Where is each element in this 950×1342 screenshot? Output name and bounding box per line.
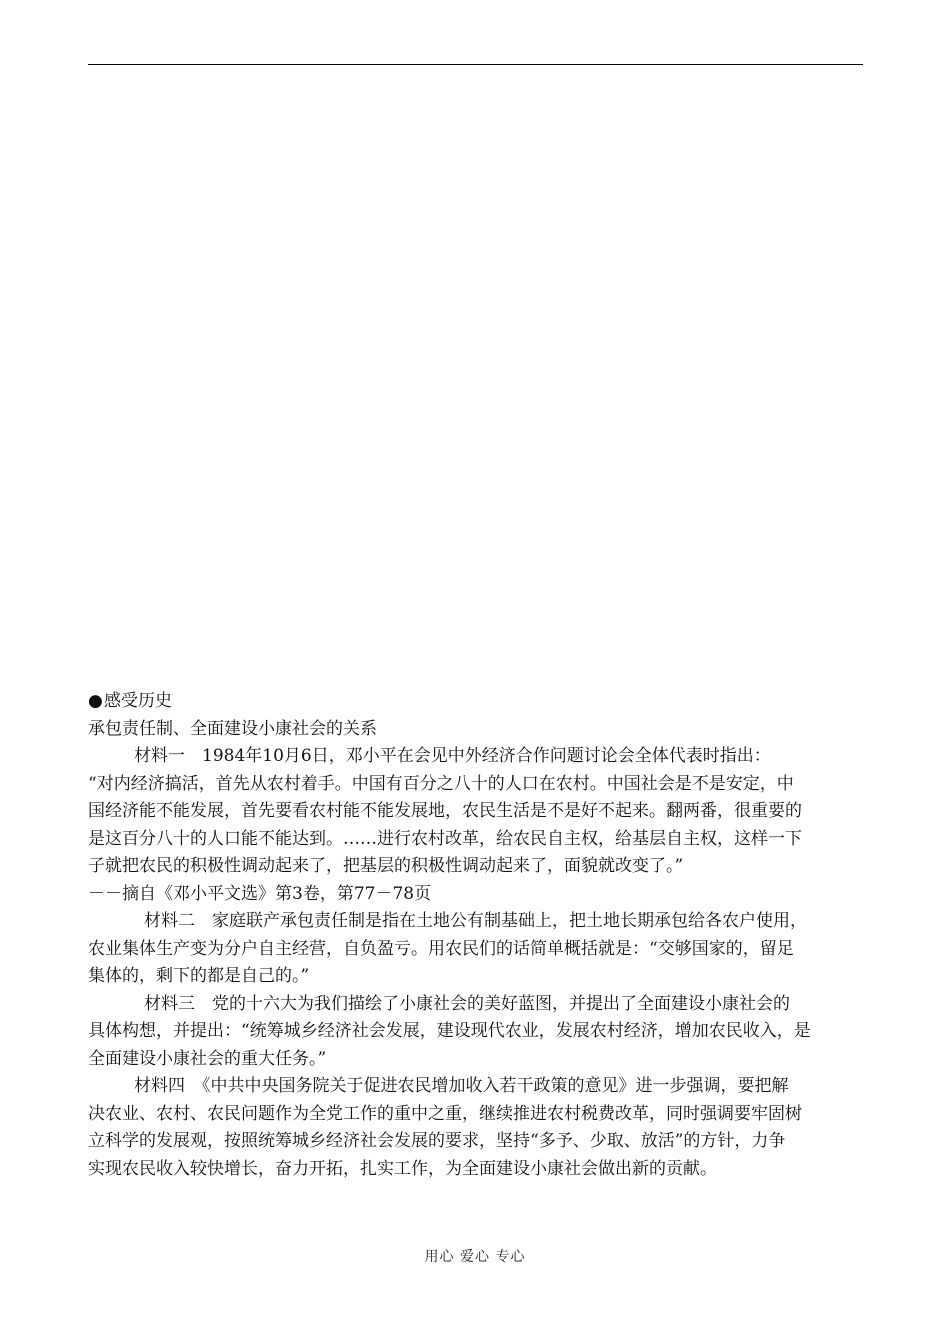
material-two-line: 材料二 家庭联产承包责任制是指在土地公有制基础上，把土地长期承包给各农户使用， <box>144 911 807 931</box>
material-one-source: －－摘自《邓小平文选》第3卷，第77－78页 <box>88 883 432 904</box>
material-one <box>88 743 868 908</box>
material-three-line: 具体构想，并提出：“统筹城乡经济社会发展，建设现代农业，发展农村经济，增加农民收入，是 <box>88 1021 811 1041</box>
material-one-line: 材料一 1984年10月6日，邓小平在会见中外经济合作问题讨论会全体代表时指出： <box>134 746 771 766</box>
document-body <box>88 688 868 1183</box>
material-two <box>88 908 868 991</box>
material-three-line: 材料三 党的十六大为我们描绘了小康社会的美好蓝图，并提出了全面建设小康社会的 <box>144 993 790 1014</box>
page-footer: 用心 爱心 专心 <box>424 1249 526 1265</box>
material-one-line: “对内经济搞活，首先从农村着手。中国有百分之八十的人口在农村。中国社会是不是安定，中 <box>88 773 794 794</box>
material-two-line: 集体的，剩下的都是自己的。” <box>88 966 310 986</box>
header-rule <box>88 64 863 65</box>
material-one-line: 子就把农民的积极性调动起来了，把基层的积极性调动起来了，面貌就改变了。” <box>88 856 684 876</box>
material-one-line: 是这百分八十的人口能不能达到。……进行农村改革，给农民自主权，给基层自主权，这样一下 <box>88 828 802 849</box>
section-heading-text: 感受历史 <box>104 691 172 711</box>
material-four-line: 实现农民收入较快增长，奋力开拓，扎实工作，为全面建设小康社会做出新的贡献。 <box>88 1158 717 1179</box>
bullet-icon: ● <box>88 691 103 711</box>
section-subtitle: 承包责任制、全面建设小康社会的关系 <box>88 718 377 739</box>
material-two-line: 农业集体生产变为分户自主经营，自负盈亏。用农民们的话简单概括就是：“交够国家的，留足 <box>88 938 794 959</box>
material-four-line: 决农业、农村、农民问题作为全党工作的重中之重，继续推进农村税费改革，同时强调要牢固树 <box>88 1103 802 1124</box>
material-four-line: 立科学的发展观，按照统筹城乡经济社会发展的要求，坚持“多予、少取、放活”的方针，力争 <box>88 1131 786 1151</box>
material-four <box>88 1073 868 1183</box>
material-three-line: 全面建设小康社会的重大任务。” <box>88 1048 327 1069</box>
material-one-line: 国经济能不能发展，首先要看农村能不能发展地，农民生活是不是好不起来。翻两番，很重要的 <box>88 801 802 821</box>
section-heading <box>88 688 868 716</box>
material-four-line: 材料四 《中共中央国务院关于促进农民增加收入若干政策的意见》进一步强调，要把解 <box>134 1076 789 1096</box>
material-three <box>88 991 868 1074</box>
